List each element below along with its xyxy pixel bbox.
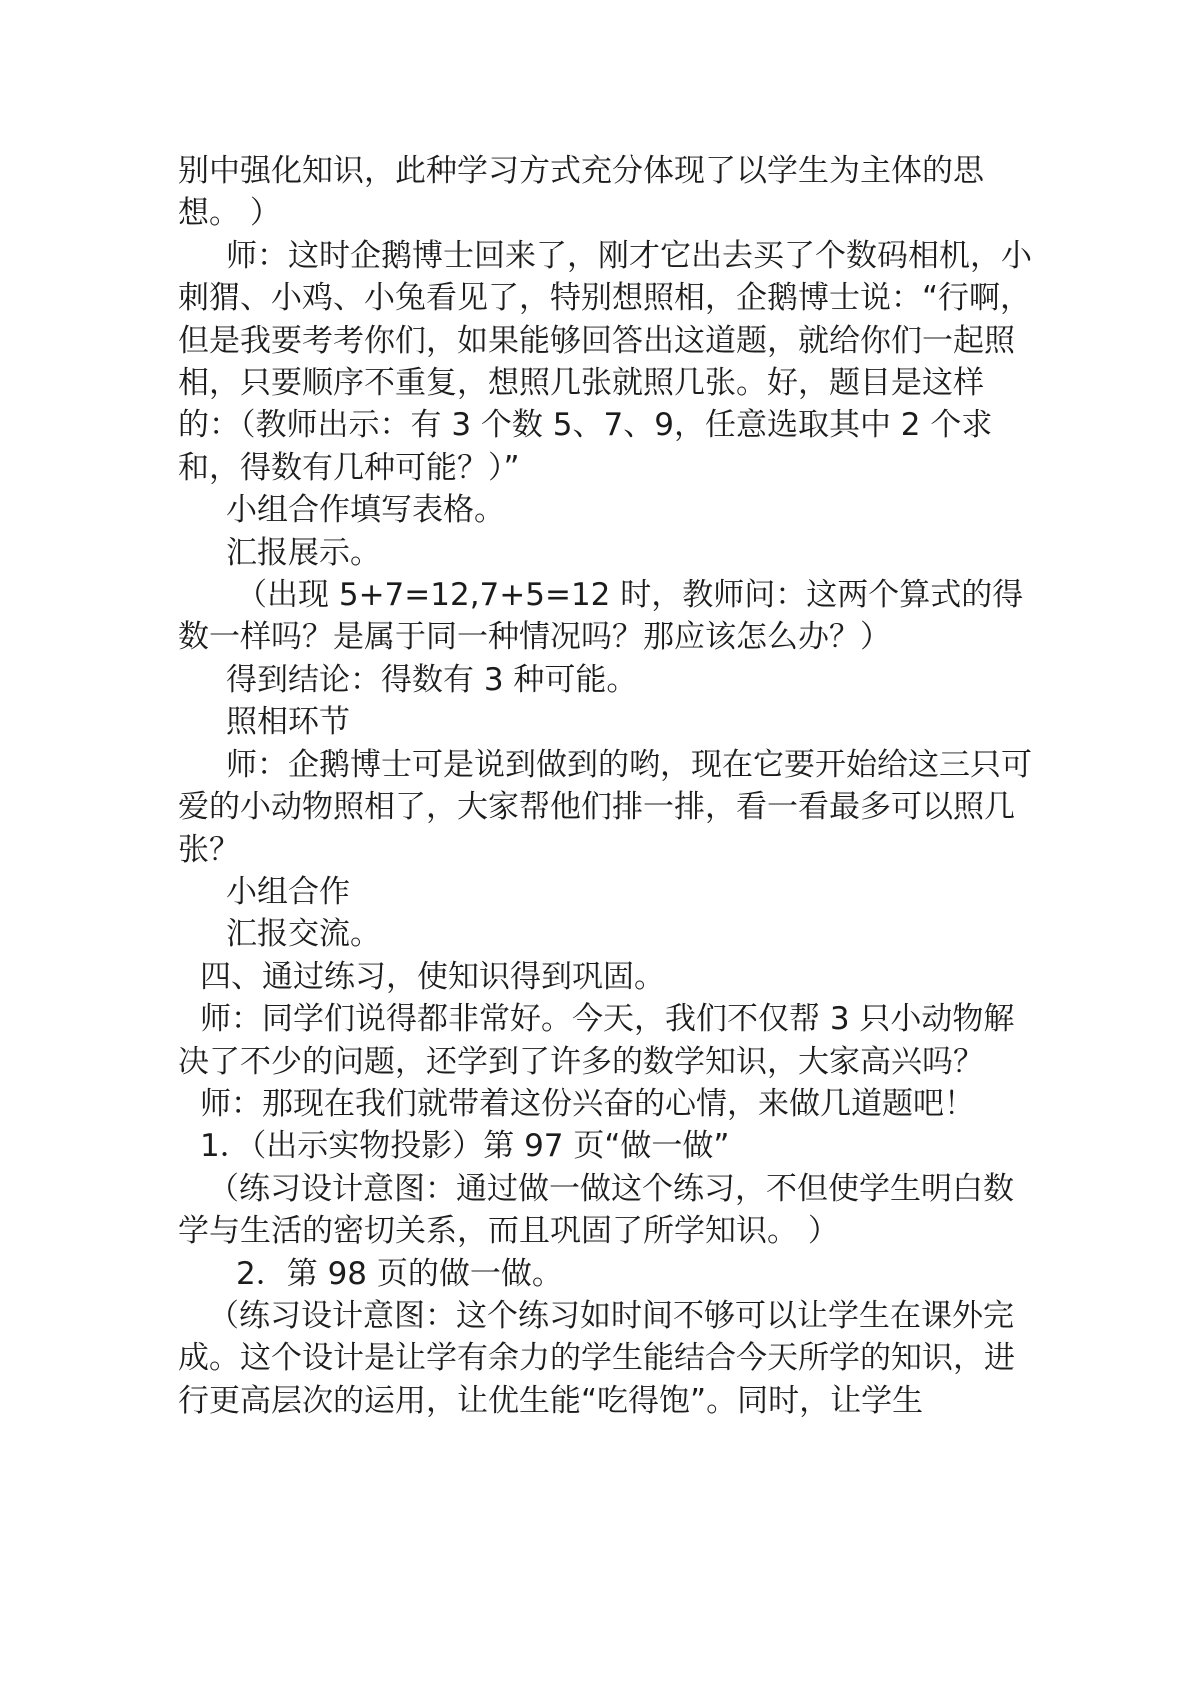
paragraph: （练习设计意图：这个练习如时间不够可以让学生在课外完成。这个设计是让学有余力的学生能结合今天所学的知识，进行更高层次的运用，让优生能“吃得饱”。同时，让学生: [178, 1297, 1015, 1419]
list-item: 2．第 98 页的做一做。: [236, 1255, 563, 1292]
paragraph: 别中强化知识，此种学习方式充分体现了以学生为主体的思想。 ）: [178, 153, 984, 232]
paragraph: 师：企鹅博士可是说到做到的哟，现在它要开始给这三只可爱的小动物照相了，大家帮他们排一排，看一看最多可以照几张？: [178, 746, 1032, 868]
paragraph: （练习设计意图：通过做一做这个练习，不但使学生明白数学与生活的密切关系，而且巩固了所学知识。 ）: [178, 1170, 1014, 1250]
paragraph: 师：同学们说得都非常好。今天，我们不仅帮 3 只小动物解决了不少的问题，还学到了许多的数学知识，大家高兴吗？: [178, 1001, 1015, 1080]
section-heading: 四、通过练习，使知识得到巩固。: [200, 958, 665, 995]
paragraph: 照相环节: [226, 704, 350, 741]
paragraph: 汇报展示。: [226, 534, 381, 571]
paragraph: 汇报交流。: [226, 916, 381, 953]
document-body: [178, 150, 1038, 1422]
paragraph: 师：那现在我们就带着这份兴奋的心情，来做几道题吧！: [200, 1085, 975, 1122]
list-item: 1．（出示实物投影）第 97 页“做一做”: [200, 1128, 730, 1165]
paragraph: 小组合作: [226, 873, 350, 910]
paragraph: 得到结论：得数有 3 种可能。: [226, 661, 638, 698]
paragraph: （出现 5+7=12,7+5=12 时，教师问：这两个算式的得数一样吗？是属于同一种情况吗？那应该怎么办？）: [178, 577, 1024, 656]
paragraph: 师：这时企鹅博士回来了，刚才它出去买了个数码相机，小刺猬、小鸡、小兔看见了，特别想照相，企鹅博士说：“行啊，但是我要考考你们，如果能够回答出这道题，就给你们一起照相，只要顺序不重复，想照几张就照几张。好，题目是这样的：（教师出示：有 3 个数 5、7、9，任意选取其中 2 个求和，得数有几种可能？）”: [178, 237, 1032, 486]
paragraph: 小组合作填写表格。: [226, 492, 505, 529]
